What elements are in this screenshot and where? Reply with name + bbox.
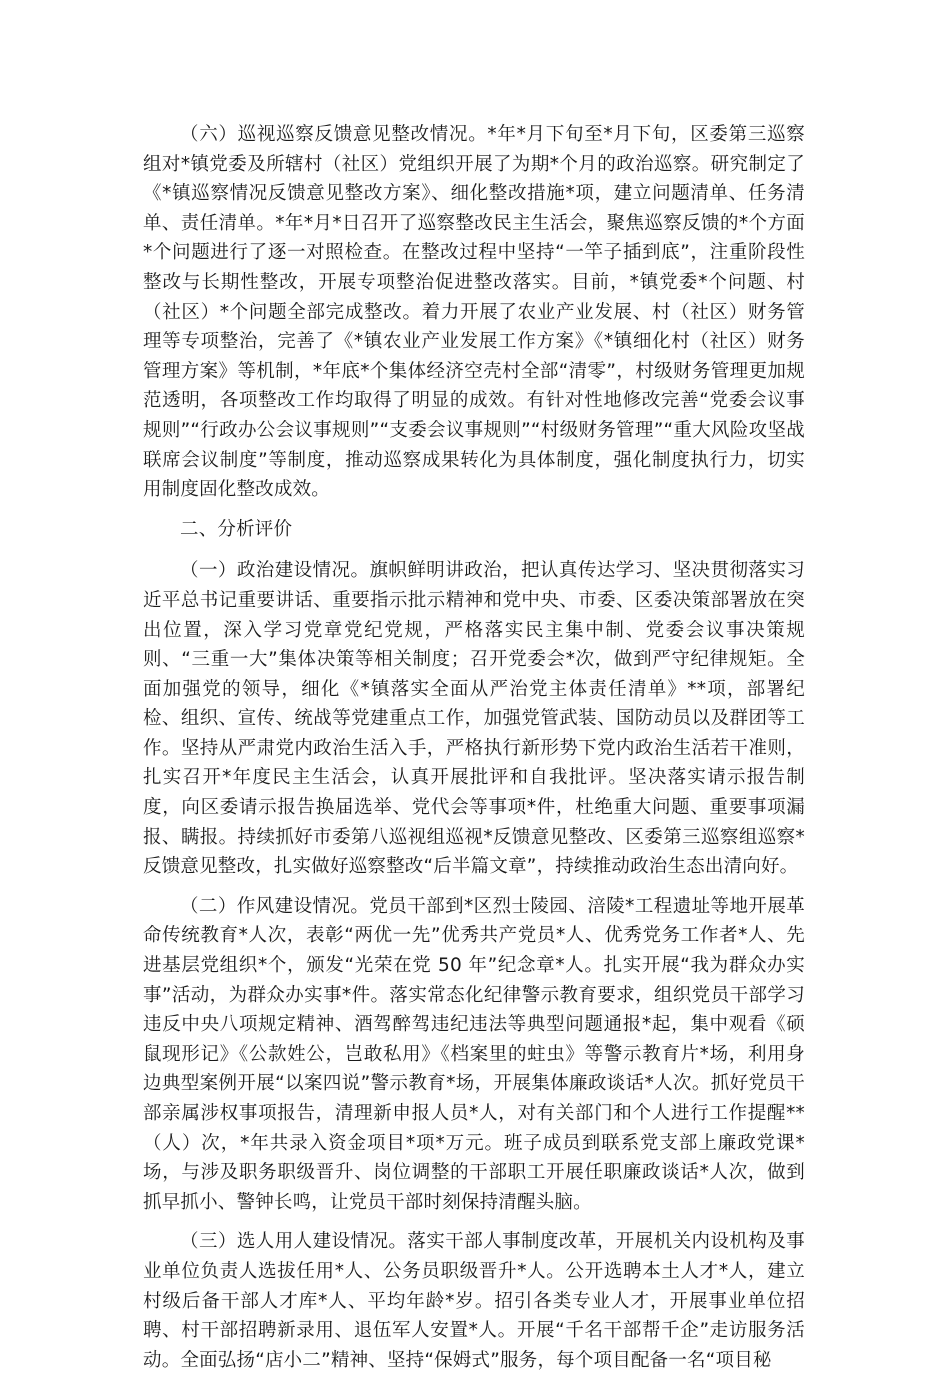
section-heading-analysis: 二、分析评价 [180,518,293,540]
paragraph-political-construction: （一）政治建设情况。旗帜鲜明讲政治，把认真传达学习、坚决贯彻落实习近平总书记重要讲话、重要指示批示精神和党中央、市委、区委决策部署放在突出位置，深入学习党章党纪党规，严格落实民主集中制、党委会议事决策规则、“三重一大”集体决策等相关制度；召开党委会*次，做到严守纪律规矩。全面加强党的领导，细化《*镇落实全面从严治党主体责任清单》**项，部署纪检、组织、宣传、统战等党建重点工作，加强党管武装、国防动员以及群团等工作。坚持从严肃党内政治生活入手，严格执行新形势下党内政治生活若干准则，扎实召开*年度民主生活会，认真开展批评和自我批评。坚决落实请示报告制度，向区委请示报告换届选举、党代会等事项*件，杜绝重大问题、重要事项漏报、瞒报。持续抓好市委第八巡视组巡视*反馈意见整改、区委第三巡察组巡察*反馈意见整改，扎实做好巡察整改“后半篇文章”，持续推动政治生态出清向好。 [143,560,805,878]
paragraph-inspection-rectification: （六）巡视巡察反馈意见整改情况。*年*月下旬至*月下旬，区委第三巡察组对*镇党委及所辖村（社区）党组织开展了为期*个月的政治巡察。研究制定了《*镇巡察情况反馈意见整改方案》、细化整改措施*项，建立问题清单、任务清单、责任清单。*年*月*日召开了巡察整改民主生活会，聚焦巡察反馈的*个方面*个问题进行了逐一对照检查。在整改过程中坚持“一竿子插到底”，注重阶段性整改与长期性整改，开展专项整治促进整改落实。目前，*镇党委*个问题、村（社区）*个问题全部完成整改。着力开展了农业产业发展、村（社区）财务管理等专项整治，完善了《*镇农业产业发展工作方案》《*镇细化村（社区）财务管理方案》等机制，*年底*个集体经济空壳村全部“清零”，村级财务管理更加规范透明，各项整改工作均取得了明显的成效。有针对性地修改完善“党委会议事规则”“行政办公会议事规则”“支委会议事规则”“村级财务管理”“重大风险攻坚战联席会议制度”等制度，推动巡察成果转化为具体制度，强化制度执行力，切实用制度固化整改成效。 [143,124,805,501]
paragraph-personnel-construction: （三）选人用人建设情况。落实干部人事制度改革，开展机关内设机构及事业单位负责人选拔任用*人、公务员职级晋升*人。公开选聘本土人才*人，建立村级后备干部人才库*人、平均年龄*岁。招引各类专业人才，开展事业单位招聘、村干部招聘新录用、退伍军人安置*人。开展“千名干部帮千企”走访服务活动。全面弘扬“店小二”精神、坚持“保姆式”服务，每个项目配备一名“项目秘 [143,1231,805,1371]
paragraph-work-style-construction: （二）作风建设情况。党员干部到*区烈士陵园、涪陵*工程遗址等地开展革命传统教育*人次，表彰“两优一先”优秀共产党员*人、优秀党务工作者*人、先进基层党组织*个，颁发“光荣在党 50 年”纪念章*人。扎实开展“我为群众办实事”活动，为群众办实事*件。落实常态化纪律警示教育要求，组织党员干部学习违反中央八项规定精神、酒驾醉驾违纪违法等典型问题通报*起，集中观看《硕鼠现形记》《公款姓公，岂敢私用》《档案里的蛀虫》等警示教育片*场，利用身边典型案例开展“以案四说”警示教育*场，开展集体廉政谈话*人次。抓好党员干部亲属涉权事项报告，清理新申报人员*人，对有关部门和个人进行工作提醒**（人）次，*年共录入资金项目*项*万元。班子成员到联系党支部上廉政党课*场，与涉及职务职级晋升、岗位调整的干部职工开展任职廉政谈话*人次，做到抓早抓小、警钟长鸣，让党员干部时刻保持清醒头脑。 [143,895,805,1213]
document-body [143,120,805,1375]
